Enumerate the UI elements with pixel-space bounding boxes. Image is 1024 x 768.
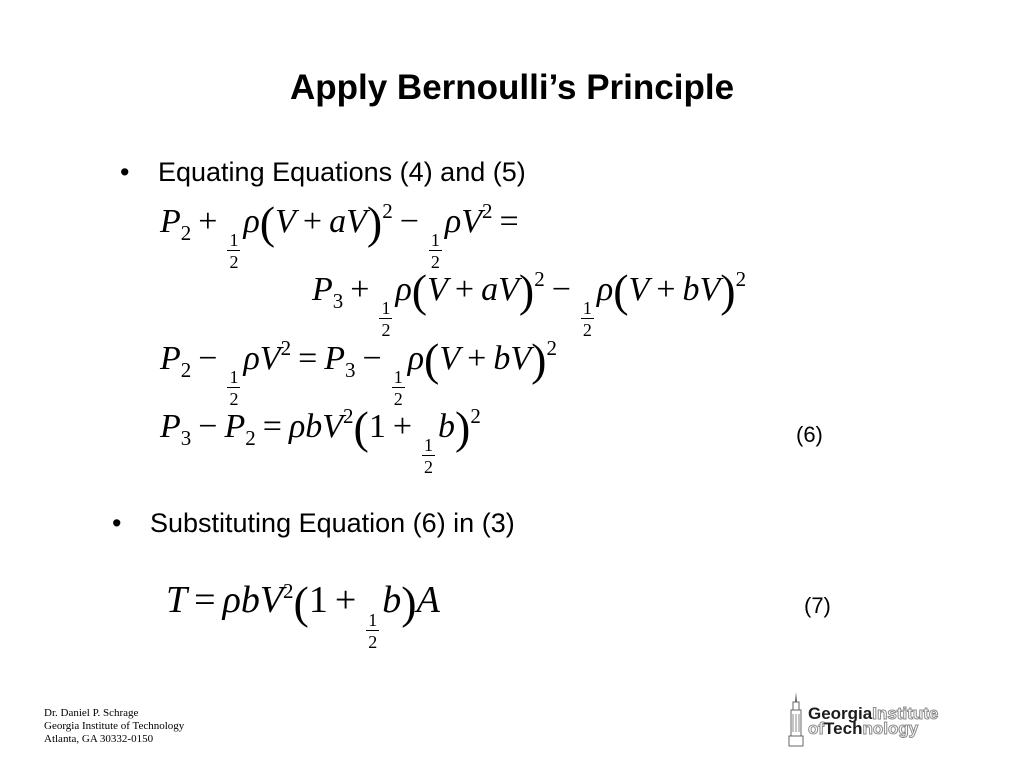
equation-line-3: $P_2$ − $\frac{1}{2}$ $\rho V^2 = P_3$ − $\frac{1}{2}$ ρ(V + bV)$^2$ (160, 334, 557, 409)
logo-wordmark: GeorgiaInstitute ofTechnology (808, 704, 939, 738)
bullet-text: Substituting Equation (6) in (3) (150, 508, 515, 538)
equation-line-2: $P_3$ + $\frac{1}{2}$ ρ(V + aV)$^2$ − $\frac{1}{2}$ ρ(V + bV)$^2$ (312, 265, 747, 340)
bullet-substituting (112, 508, 515, 539)
equation-line-1: $P_2$ + $\frac{1}{2}$ ρ(V + aV)$^2$ − $\frac{1}{2}$ $\rho V^2$ = (160, 197, 519, 272)
bullet-equating (120, 157, 526, 188)
equation-number-6: (6) (796, 422, 823, 447)
slide-title: Apply Bernoulli’s Principle (289, 68, 735, 107)
footer-line-address: Atlanta, GA 30332-0150 (44, 733, 154, 745)
bullet-text: Equating Equations (4) and (5) (158, 157, 526, 187)
footer-line-name: Dr. Daniel P. Schrage (44, 707, 139, 719)
equation-6: $P_3 - P_2 = \rho bV^2(1$ + $\frac{1}{2}$ b)$^2$ (160, 402, 481, 477)
tech-tower-icon (786, 692, 806, 748)
footer-author-info (44, 707, 184, 746)
equation-number-7: (7) (804, 593, 831, 618)
footer-line-institution: Georgia Institute of Technology (44, 720, 185, 732)
georgia-tech-logo (786, 692, 961, 748)
bullet-marker: • (120, 157, 130, 187)
bullet-marker: • (112, 508, 122, 538)
equation-7: T = ρbV$^2$(1 + $\frac{1}{2}$ b)A (166, 577, 440, 652)
